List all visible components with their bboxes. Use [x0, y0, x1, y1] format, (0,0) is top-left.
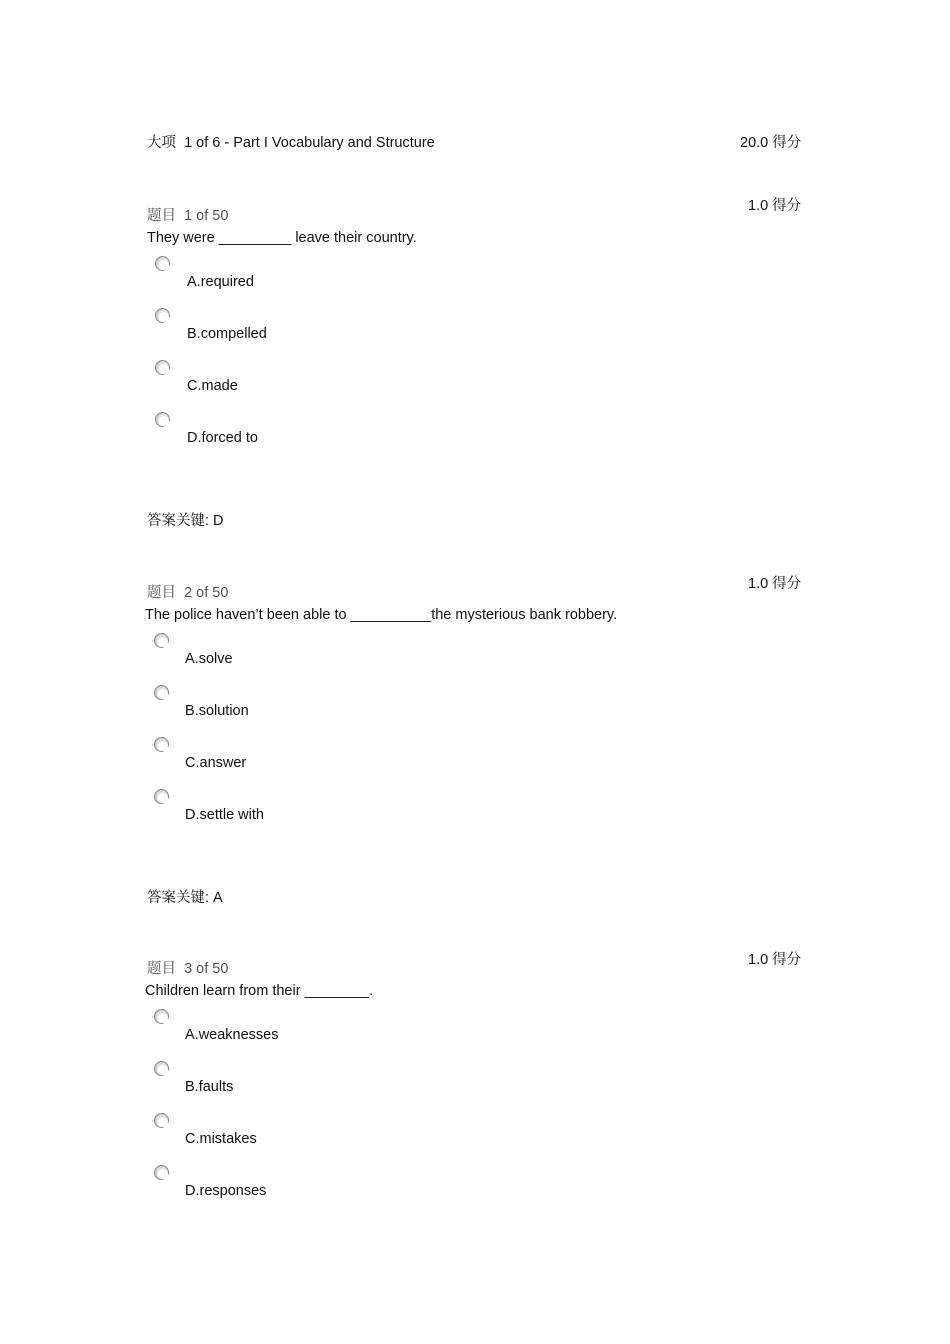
question-3-text: Children learn from their ________. — [145, 983, 374, 999]
section-progress: 1 of 6 — [184, 135, 221, 151]
question-2-score: 1.0 得分 — [748, 576, 802, 592]
question-1-answer-key: 答案关键: D — [147, 513, 224, 529]
question-2-option-d-label[interactable]: D.settle with — [185, 807, 264, 823]
question-2-option-a-radio[interactable] — [154, 633, 169, 648]
question-1-option-b-label[interactable]: B.compelled — [187, 326, 267, 342]
question-3-option-c-radio[interactable] — [154, 1113, 169, 1128]
question-2-option-c-radio[interactable] — [154, 737, 169, 752]
section-label: 大项 — [147, 135, 176, 151]
question-1-option-c-radio[interactable] — [155, 360, 170, 375]
question-1-option-d-radio[interactable] — [155, 412, 170, 427]
question-3-progress: 3 of 50 — [184, 961, 229, 977]
question-3-option-a-label[interactable]: A.weaknesses — [185, 1027, 279, 1043]
question-3-option-c-label[interactable]: C.mistakes — [185, 1131, 257, 1147]
question-1-option-a-radio[interactable] — [155, 256, 170, 271]
question-3-score: 1.0 得分 — [748, 952, 802, 968]
question-3-option-d-radio[interactable] — [154, 1165, 169, 1180]
question-2-header — [147, 581, 228, 602]
question-3-option-b-label[interactable]: B.faults — [185, 1079, 234, 1095]
question-2-answer-key: 答案关键: A — [147, 890, 223, 906]
question-2-option-b-radio[interactable] — [154, 685, 169, 700]
question-1-header — [147, 204, 228, 225]
question-1-text: They were _________ leave their country. — [147, 230, 417, 246]
question-2-option-b-label[interactable]: B.solution — [185, 703, 249, 719]
question-3-option-b-radio[interactable] — [154, 1061, 169, 1076]
question-1-label: 题目 — [147, 208, 176, 224]
question-1-option-c-label[interactable]: C.made — [187, 378, 238, 394]
section-header — [147, 131, 435, 152]
question-2-option-d-radio[interactable] — [154, 789, 169, 804]
question-2-option-a-label[interactable]: A.solve — [185, 651, 233, 667]
question-3-option-d-label[interactable]: D.responses — [185, 1183, 267, 1199]
question-2-progress: 2 of 50 — [184, 585, 229, 601]
question-2-label: 题目 — [147, 585, 176, 601]
question-3-header — [147, 957, 228, 978]
question-1-progress: 1 of 50 — [184, 208, 229, 224]
question-1-option-b-radio[interactable] — [155, 308, 170, 323]
question-2-text: The police haven’t been able to __________the mysterious bank robbery. — [145, 607, 618, 623]
question-1-option-a-label[interactable]: A.required — [187, 274, 254, 290]
section-title: - Part I Vocabulary and Structure — [224, 135, 435, 151]
question-1-score: 1.0 得分 — [748, 198, 802, 214]
question-2-option-c-label[interactable]: C.answer — [185, 755, 247, 771]
question-3-option-a-radio[interactable] — [154, 1009, 169, 1024]
section-score: 20.0 得分 — [740, 135, 802, 151]
question-3-label: 题目 — [147, 961, 176, 977]
question-1-option-d-label[interactable]: D.forced to — [187, 430, 258, 446]
